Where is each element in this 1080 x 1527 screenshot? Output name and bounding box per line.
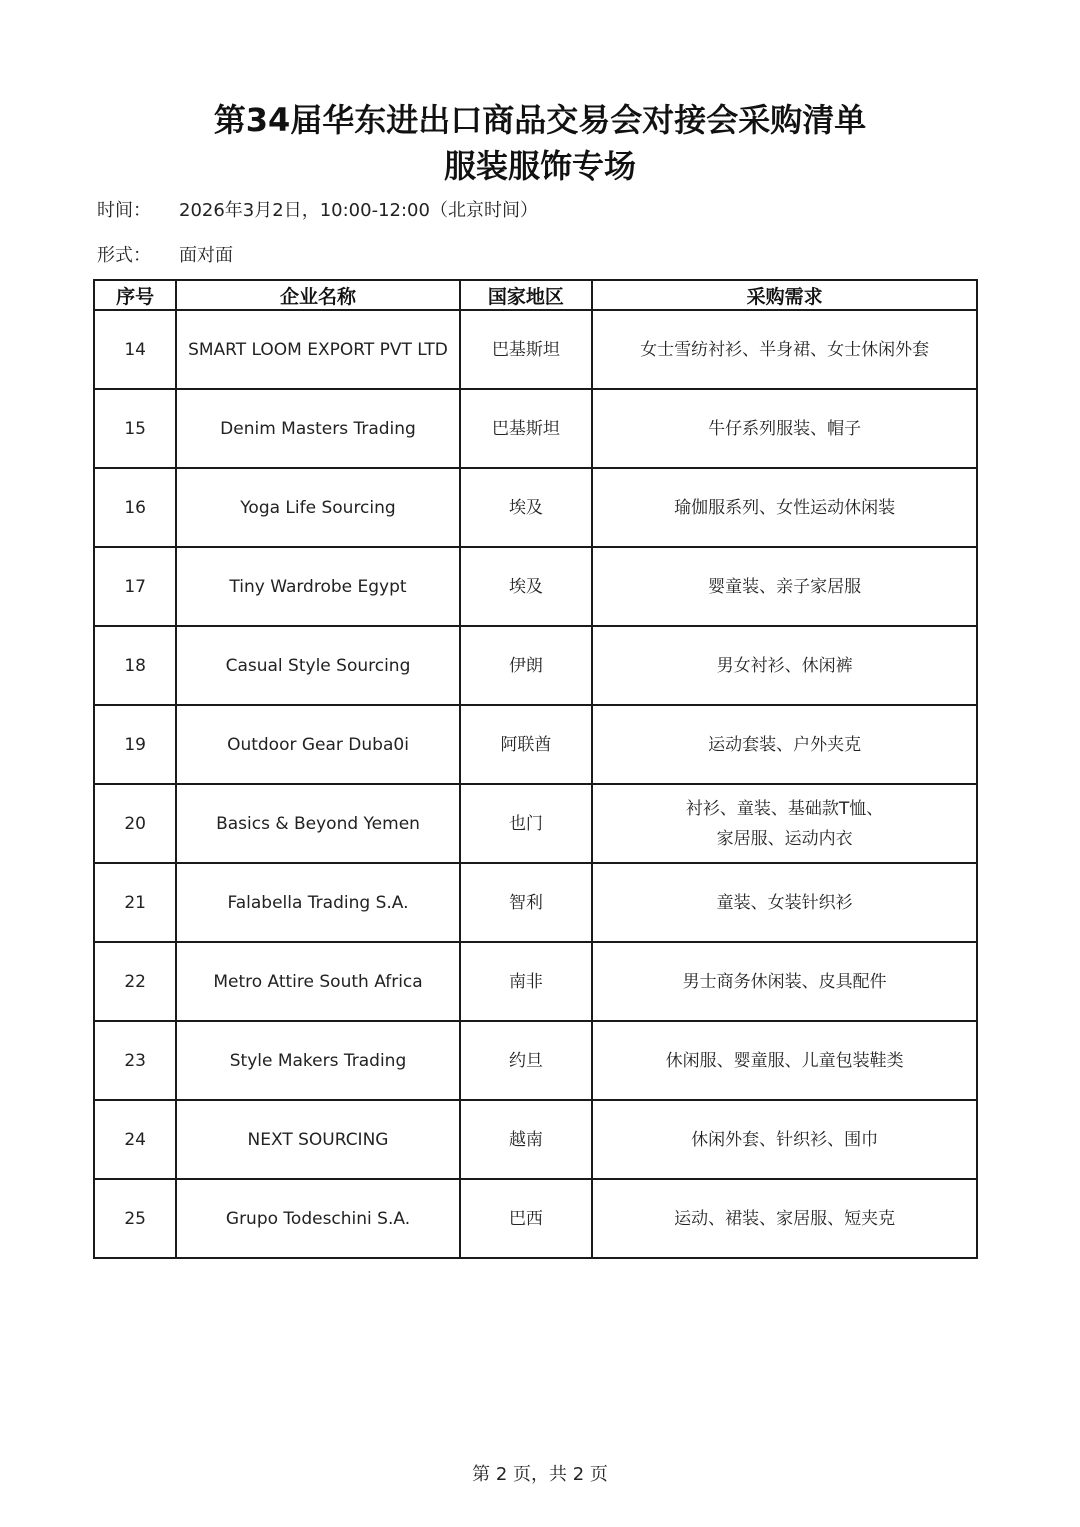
time-info bbox=[97, 199, 538, 223]
cell-demand-line1: 衬衫、童装、基础款T恤、 bbox=[685, 798, 884, 819]
cell-company: Basics & Beyond Yemen bbox=[176, 784, 459, 863]
cell-country: 南非 bbox=[460, 942, 593, 1021]
cell-no: 20 bbox=[94, 784, 176, 863]
cell-no: 15 bbox=[94, 389, 176, 468]
cell-company: Outdoor Gear Duba0i bbox=[176, 705, 459, 784]
cell-company: Yoga Life Sourcing bbox=[176, 468, 459, 547]
table-row bbox=[94, 705, 977, 784]
cell-no: 25 bbox=[94, 1179, 176, 1258]
cell-company: Falabella Trading S.A. bbox=[176, 863, 459, 942]
table-row bbox=[94, 784, 977, 863]
cell-demand: 婴童装、亲子家居服 bbox=[592, 547, 977, 626]
table-row bbox=[94, 942, 977, 1021]
cell-company: Style Makers Trading bbox=[176, 1021, 459, 1100]
cell-demand-line2: 家居服、运动内衣 bbox=[716, 828, 853, 849]
cell-demand: 瑜伽服系列、女性运动休闲装 bbox=[592, 468, 977, 547]
cell-demand: 休闲服、婴童服、儿童包装鞋类 bbox=[592, 1021, 977, 1100]
cell-no: 16 bbox=[94, 468, 176, 547]
cell-no: 14 bbox=[94, 310, 176, 389]
cell-demand: 运动、裙装、家居服、短夹克 bbox=[592, 1179, 977, 1258]
cell-demand bbox=[592, 784, 977, 863]
table-row bbox=[94, 389, 977, 468]
cell-country: 智利 bbox=[460, 863, 593, 942]
cell-company: Casual Style Sourcing bbox=[176, 626, 459, 705]
page-number: 第 2 页，共 2 页 bbox=[472, 1464, 608, 1485]
cell-no: 24 bbox=[94, 1100, 176, 1179]
table-row bbox=[94, 1021, 977, 1100]
cell-country: 伊朗 bbox=[460, 626, 593, 705]
table-row bbox=[94, 626, 977, 705]
cell-country: 埃及 bbox=[460, 468, 593, 547]
cell-company: SMART LOOM EXPORT PVT LTD bbox=[176, 310, 459, 389]
time-value: 2026年3月2日，10:00-12:00（北京时间） bbox=[179, 200, 538, 221]
cell-country: 巴西 bbox=[460, 1179, 593, 1258]
table-row bbox=[94, 468, 977, 547]
cell-no: 18 bbox=[94, 626, 176, 705]
cell-company: Tiny Wardrobe Egypt bbox=[176, 547, 459, 626]
header-company: 企业名称 bbox=[176, 280, 459, 310]
cell-demand: 运动套装、户外夹克 bbox=[592, 705, 977, 784]
procurement-table bbox=[93, 279, 978, 1259]
cell-country: 约旦 bbox=[460, 1021, 593, 1100]
format-info bbox=[97, 244, 233, 268]
header-no: 序号 bbox=[94, 280, 176, 310]
table-row bbox=[94, 863, 977, 942]
cell-no: 17 bbox=[94, 547, 176, 626]
format-label: 形式： bbox=[97, 245, 151, 266]
cell-no: 19 bbox=[94, 705, 176, 784]
cell-demand: 男士商务休闲装、皮具配件 bbox=[592, 942, 977, 1021]
page-title: 第34届华东进出口商品交易会对接会采购清单 bbox=[213, 101, 867, 139]
cell-country: 阿联酋 bbox=[460, 705, 593, 784]
cell-no: 23 bbox=[94, 1021, 176, 1100]
cell-demand: 休闲外套、针织衫、围巾 bbox=[592, 1100, 977, 1179]
header-demand: 采购需求 bbox=[592, 280, 977, 310]
table-row bbox=[94, 1100, 977, 1179]
cell-country: 也门 bbox=[460, 784, 593, 863]
time-label: 时间： bbox=[97, 200, 151, 221]
cell-demand: 男女衬衫、休闲裤 bbox=[592, 626, 977, 705]
cell-country: 巴基斯坦 bbox=[460, 389, 593, 468]
cell-no: 22 bbox=[94, 942, 176, 1021]
cell-company: Grupo Todeschini S.A. bbox=[176, 1179, 459, 1258]
cell-company: Denim Masters Trading bbox=[176, 389, 459, 468]
table-header-row bbox=[94, 280, 977, 310]
cell-no: 21 bbox=[94, 863, 176, 942]
format-value: 面对面 bbox=[179, 245, 233, 266]
cell-country: 越南 bbox=[460, 1100, 593, 1179]
cell-country: 埃及 bbox=[460, 547, 593, 626]
cell-country: 巴基斯坦 bbox=[460, 310, 593, 389]
table-row bbox=[94, 547, 977, 626]
cell-demand: 童装、女装针织衫 bbox=[592, 863, 977, 942]
header-country: 国家地区 bbox=[460, 280, 593, 310]
page-subtitle: 服装服饰专场 bbox=[443, 147, 636, 185]
table-row bbox=[94, 310, 977, 389]
cell-company: NEXT SOURCING bbox=[176, 1100, 459, 1179]
table-row bbox=[94, 1179, 977, 1258]
cell-company: Metro Attire South Africa bbox=[176, 942, 459, 1021]
cell-demand: 牛仔系列服装、帽子 bbox=[592, 389, 977, 468]
cell-demand: 女士雪纺衬衫、半身裙、女士休闲外套 bbox=[592, 310, 977, 389]
